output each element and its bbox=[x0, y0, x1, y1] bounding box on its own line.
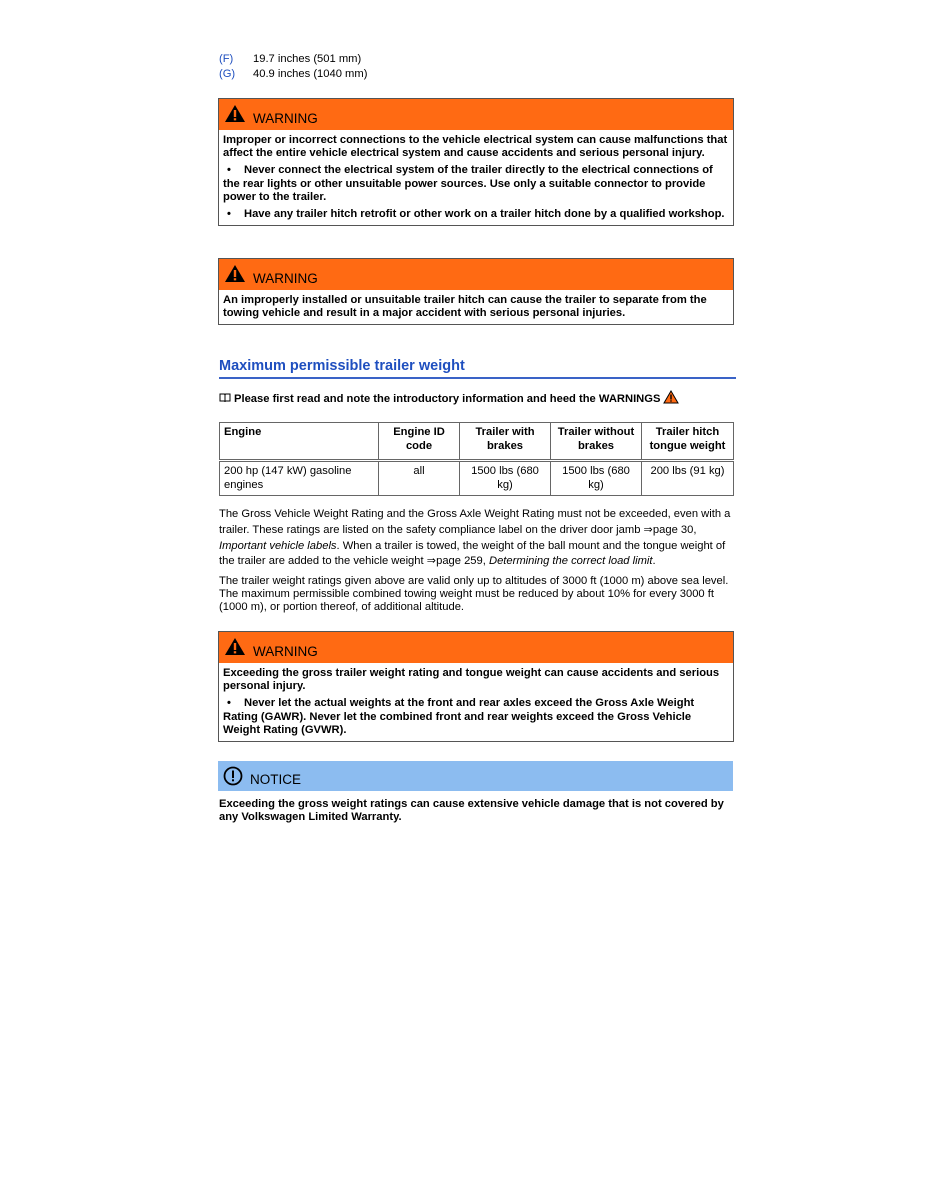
warning-lead: Exceeding the gross trailer weight rating and tongue weight can cause accidents and serious personal injury. bbox=[223, 667, 720, 693]
warning-bullet-text: Have any trailer hitch retrofit or other work on a trailer hitch done by a qualified workshop. bbox=[244, 208, 725, 221]
section-title: Maximum permissible trailer weight bbox=[219, 358, 736, 379]
table-cell: 1500 lbs (680 kg) bbox=[460, 461, 551, 496]
warning-lead: An improperly installed or unsuitable trailer hitch can cause the trailer to separate from the towing vehicle and result in a major accident with serious personal injuries. bbox=[223, 294, 707, 320]
warning-box-gross-weight bbox=[218, 631, 734, 742]
page-reference-link[interactable]: Important vehicle labels bbox=[219, 539, 337, 552]
warning-title: WARNING bbox=[253, 111, 318, 126]
warning-triangle-icon bbox=[224, 104, 246, 126]
dimension-item bbox=[219, 52, 367, 67]
warning-box-electrical bbox=[218, 98, 734, 226]
notice-title: NOTICE bbox=[250, 772, 302, 787]
page-reference-link[interactable]: Determining the correct load limit bbox=[488, 555, 653, 568]
dimension-key: (F) bbox=[219, 53, 234, 65]
warning-bullet-text: Never let the actual weights at the front and rear axles exceed the Gross Axle Weight Rating (GAWR). Never let the combined front and rear weights exceed the Gross Vehicle Weight Rating (GVWR). bbox=[223, 697, 695, 736]
table-header-tongue-weight: Trailer hitch tongue weight bbox=[642, 423, 734, 461]
table-cell: 200 lbs (91 kg) bbox=[642, 461, 734, 496]
weight-rating-paragraph bbox=[219, 507, 736, 570]
notice-text: Exceeding the gross weight ratings can cause extensive vehicle damage that is not covered by any Volkswagen Limited Warranty. bbox=[219, 798, 724, 824]
table-header-row bbox=[220, 423, 734, 461]
warning-bullet-text: Never connect the electrical system of the trailer directly to the electrical connections of the rear lights or other unsuitable power sources. Use only a suitable connector to provide power to the trailer. bbox=[223, 164, 713, 203]
trailer-weight-table bbox=[219, 422, 734, 496]
warning-body bbox=[219, 130, 733, 225]
dimension-value: 19.7 inches (501 mm) bbox=[253, 53, 362, 65]
notice-box bbox=[218, 761, 733, 824]
warning-header bbox=[219, 259, 733, 290]
warning-title: WARNING bbox=[253, 644, 318, 659]
dimension-key: (G) bbox=[219, 68, 236, 80]
warning-header bbox=[219, 99, 733, 130]
warning-bullet: • Have any trailer hitch retrofit or other work on a trailer hitch done by a qualified workshop. bbox=[227, 208, 725, 221]
altitude-paragraph: The trailer weight ratings given above are valid only up to altitudes of 3000 ft (1000 m) above sea level. The maximum permissible combined towing weight must be reduced by about 10% for every 3000 ft (1000 m), or portion thereof, of additional altitude. bbox=[219, 575, 729, 614]
intro-text: Please first read and note the introductory information and heed the WARNINGS bbox=[234, 392, 661, 405]
warning-bullet: • Never let the actual weights at the front and rear axles exceed the Gross Axle Weight Rating (GAWR). Never let the combined front and rear weights exceed the Gross Vehicle Weight Rating (GVWR). bbox=[223, 697, 695, 736]
dimension-item bbox=[219, 67, 367, 82]
warning-triangle-icon bbox=[224, 264, 246, 286]
paragraph-text: . When a trailer is towed, the weight of the ball mount and the tongue weight of the trailer are added to the vehicle weight ⇒page 259, bbox=[219, 539, 726, 568]
table-header-without-brakes: Trailer without brakes bbox=[551, 423, 642, 461]
warning-body bbox=[219, 663, 733, 741]
warning-bullet: • Never connect the electrical system of the trailer directly to the electrical connections of the rear lights or other unsuitable power sources. Use only a suitable connector to provide power to the trailer. bbox=[223, 164, 713, 203]
warning-header bbox=[219, 632, 733, 663]
paragraph-text: . bbox=[652, 555, 656, 568]
table-header-engine: Engine bbox=[220, 423, 379, 461]
table-cell: 200 hp (147 kW) gasoline engines bbox=[220, 461, 379, 496]
dimension-list bbox=[219, 52, 367, 82]
paragraph-text: The Gross Vehicle Weight Rating and the Gross Axle Weight Rating must not be exceeded, even with a trailer. These ratings are listed on the safety compliance label on the driver door jamb ⇒page 30, bbox=[219, 508, 731, 536]
warning-box-hitch bbox=[218, 258, 734, 325]
warning-title: WARNING bbox=[253, 271, 318, 286]
table-cell: 1500 lbs (680 kg) bbox=[551, 461, 642, 496]
table-header-with-brakes: Trailer with brakes bbox=[460, 423, 551, 461]
table-row bbox=[220, 461, 734, 496]
notice-header bbox=[218, 761, 733, 791]
table-cell: all bbox=[379, 461, 460, 496]
dimension-value: 40.9 inches (1040 mm) bbox=[253, 68, 368, 80]
warning-triangle-icon[interactable] bbox=[663, 390, 679, 407]
exclamation-circle-icon bbox=[223, 766, 243, 789]
book-icon bbox=[219, 392, 231, 405]
intro-line bbox=[219, 390, 679, 407]
warning-body bbox=[219, 290, 733, 324]
table-header-engine-id: Engine ID code bbox=[379, 423, 460, 461]
warning-triangle-icon bbox=[224, 637, 246, 659]
warning-lead: Improper or incorrect connections to the vehicle electrical system can cause malfunctions that affect the entire vehicle electrical system and cause accidents and serious personal injury. bbox=[223, 134, 728, 160]
